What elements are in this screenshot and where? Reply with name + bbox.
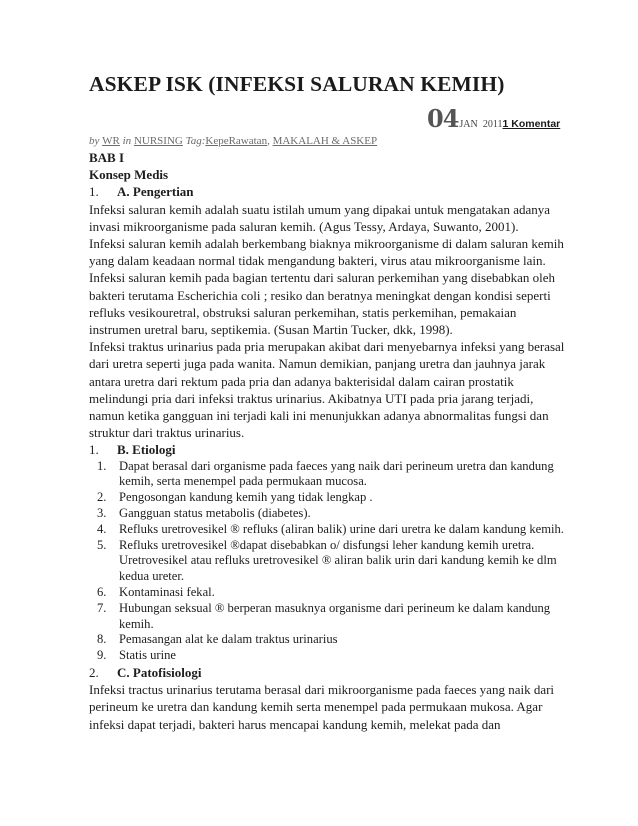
etiology-list (89, 459, 569, 664)
list-item (97, 538, 569, 585)
paragraph: Infeksi tractus urinarius terutama berasal dari mikroorganisme pada faeces yang naik dari perineum ke uretra dan kandung kemih serta menempel pada permukaan mukosa. Agar infeksi dapat terjadi, bakteri harus mencapai kandung kemih, melekat pada dan (89, 682, 555, 732)
meta-in: in (122, 135, 132, 147)
list-item (97, 490, 569, 506)
section-heading-etiologi (89, 441, 569, 458)
date-year: 2011 (482, 119, 503, 130)
list-item-number: 8. (97, 632, 107, 647)
list-item-number: 9. (97, 648, 107, 663)
section-title: A. Pengertian (117, 184, 194, 200)
paragraph: Infeksi traktus urinarius pada pria merupakan akibat dari menyebarnya infeksi yang berasal dari uretra seperti juga pada wanita. Namun demikian, panjang uretra dan jauhnya jarak antara uretra dari rektum pada pria dan adanya bakterisidal dalam cairan prostatik melindungi pria dari infeksi traktus urinarius. Akibatnya UTI pada pria jarang terjadi, namun ketika gangguan ini terjadi kali ini menunjukkan adanya abnormalitas fungsi dan struktur dari traktus urinarius. (89, 339, 565, 441)
comments-link[interactable]: 1 Komentar (502, 118, 561, 130)
author-link[interactable]: WR (102, 135, 120, 147)
meta-by: by (89, 135, 100, 147)
list-item-text: Refluks uretrovesikel ®dapat disebabkan o/ disfungsi leher kandung kemih uretra. Uretrovesikel atau refluks uretrovesikel ® aliran balik urin dari kandung kemih ke dlm kedua ureter. (119, 537, 557, 584)
list-item-text: Dapat berasal dari organisme pada faeces yang naik dari perineum uretra dan kandung kemih, serta menempel pada permukaan mucosa. (119, 458, 554, 489)
section-number: 1. (89, 442, 99, 458)
list-item-text: Pemasangan alat ke dalam traktus urinarius (119, 632, 338, 647)
concept-heading: Konsep Medis (89, 167, 169, 183)
meta-tag-label: Tag: (185, 135, 206, 147)
tag-link-keperawatan[interactable]: KepeRawatan (205, 135, 268, 147)
section-number: 1. (89, 184, 99, 200)
paragraph: Infeksi saluran kemih adalah berkembang biaknya mikroorganisme di dalam saluran kemih yang dalam keadaan normal tidak mengandung bakteri, virus atau mikroorganisme lain. (89, 236, 564, 269)
list-item (97, 459, 569, 491)
section-heading-patofisiologi (89, 664, 569, 681)
page-title: ASKEP ISK (INFEKSI SALURAN KEMIH) (89, 72, 505, 96)
list-item-number: 2. (97, 490, 107, 505)
list-item-text: Hubungan seksual ® berperan masuknya organisme dari perineum ke dalam kandung kemih. (119, 600, 551, 631)
section-heading-pengertian (89, 183, 569, 200)
tag-link-makalah[interactable]: MAKALAH & ASKEP (272, 135, 378, 147)
list-item-number: 7. (97, 600, 107, 615)
list-item-text: Refluks uretrovesikel ® refluks (aliran balik) urine dari uretra ke dalam kandung kemih. (119, 521, 564, 536)
list-item-number: 5. (97, 537, 107, 552)
list-item (97, 632, 569, 648)
section-number: 2. (89, 665, 99, 681)
list-item-text: Statis urine (119, 648, 177, 663)
section-title: C. Patofisiologi (117, 665, 202, 681)
list-item (97, 601, 569, 633)
list-item (97, 522, 569, 538)
paragraph: Infeksi saluran kemih adalah suatu istilah umum yang dipakai untuk mengatakan adanya invasi mikroorganisme pada saluran kemih. (Agus Tessy, Ardaya, Suwanto, 2001). (89, 201, 551, 234)
list-item-number: 3. (97, 506, 107, 521)
post-meta (89, 135, 377, 147)
list-item-text: Pengosongan kandung kemih yang tidak lengkap . (119, 490, 373, 505)
list-item (97, 506, 569, 522)
date-day: 04 (427, 104, 459, 133)
post-dateline (427, 104, 560, 133)
section-title: B. Etiologi (117, 442, 176, 458)
chapter-heading: BAB I (89, 150, 125, 165)
paragraph: Infeksi saluran kemih pada bagian tertentu dari saluran perkemihan yang disebabkan oleh bakteri terutama Escherichia coli ; resiko dan beratnya meningkat dengan kondisi seperti refluks vesikouretral, obstruksi saluran perkemihan, statis perkemihan, pemakaian instrumen uretral baru, septikemia. (Susan Martin Tucker, dkk, 1998). (89, 270, 556, 338)
list-item-number: 1. (97, 458, 107, 473)
date-month: JAN (459, 119, 478, 130)
meta-sep: , (267, 135, 270, 147)
category-link[interactable]: NURSING (133, 135, 183, 147)
list-item (97, 585, 569, 601)
list-item-text: Kontaminasi fekal. (119, 585, 215, 600)
list-item-text: Gangguan status metabolis (diabetes). (119, 506, 311, 521)
article-body (89, 149, 569, 733)
list-item-number: 4. (97, 521, 107, 536)
list-item (97, 648, 569, 664)
list-item-number: 6. (97, 585, 107, 600)
